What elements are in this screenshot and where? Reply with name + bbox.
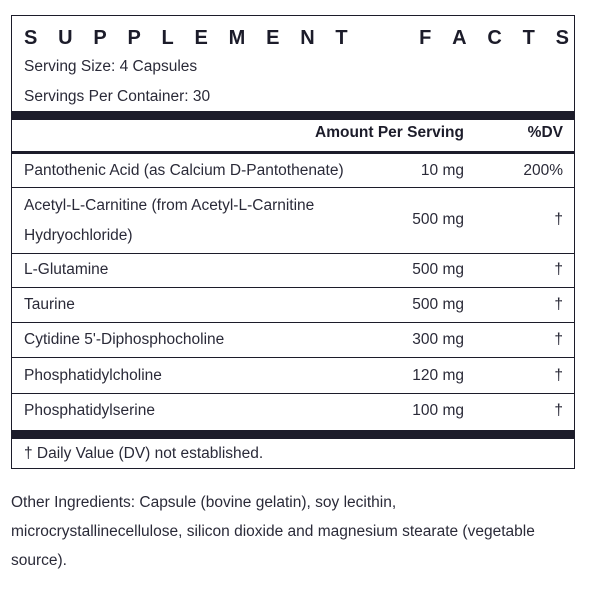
title-letter: S — [24, 27, 38, 49]
ingredient-name-line1: Acetyl-L-Carnitine (from Acetyl-L-Carnitine — [24, 197, 315, 214]
ingredient-dv: † — [554, 261, 563, 278]
panel-title — [24, 26, 569, 50]
title-letter: T — [522, 27, 535, 49]
other-ingredients — [11, 488, 586, 575]
ingredient-amount: 10 mg — [420, 162, 464, 179]
ingredient-amount: 120 mg — [412, 367, 464, 384]
title-letter: E — [194, 27, 208, 49]
ingredient-amount: 100 mg — [412, 402, 464, 419]
ingredient-name: Phosphatidylcholine — [24, 367, 162, 384]
table-row — [12, 154, 574, 187]
title-letter: S — [555, 27, 569, 49]
title-letter: P — [93, 27, 107, 49]
table-row — [12, 253, 574, 288]
ingredient-dv: † — [554, 402, 563, 419]
title-letter: L — [161, 27, 174, 49]
title-letter: F — [419, 27, 432, 49]
title-letter: A — [452, 27, 467, 49]
dv-footnote: † Daily Value (DV) not established. — [24, 445, 264, 462]
table-row — [12, 393, 574, 431]
table-row — [12, 187, 574, 251]
title-letter: C — [487, 27, 502, 49]
ingredient-amount: 300 mg — [412, 331, 464, 348]
title-letter: T — [335, 27, 348, 49]
other-ingredients-line: microcrystallinecellulose, silicon dioxide and magnesium stearate (vegetable — [11, 523, 535, 540]
ingredient-amount: 500 mg — [412, 261, 464, 278]
title-letter: P — [127, 27, 141, 49]
other-ingredients-line: source). — [11, 552, 67, 569]
ingredient-name: L-Glutamine — [24, 261, 109, 278]
ingredient-amount: 500 mg — [412, 211, 464, 228]
ingredient-dv: † — [554, 331, 563, 348]
serving-size: Serving Size: 4 Capsules — [24, 58, 198, 75]
other-ingredients-line: Other Ingredients: Capsule (bovine gelatin), soy lecithin, — [11, 494, 397, 511]
title-letter: M — [228, 27, 246, 49]
ingredient-dv: 200% — [523, 162, 563, 179]
ingredient-dv: † — [554, 367, 563, 384]
table-row — [12, 357, 574, 394]
ingredient-name-line2: Hydryochloride) — [24, 227, 133, 244]
table-row — [12, 322, 574, 358]
ingredient-name: Phosphatidylserine — [24, 402, 155, 419]
thick-divider — [12, 111, 574, 120]
ingredient-name: Pantothenic Acid (as Calcium D-Pantothenate) — [24, 162, 344, 179]
title-word-gap — [368, 26, 398, 50]
servings-per-container: Servings Per Container: 30 — [24, 88, 211, 105]
ingredient-name: Cytidine 5'-Diphosphocholine — [24, 331, 225, 348]
title-letter: E — [266, 27, 280, 49]
ingredient-dv: † — [554, 211, 563, 228]
ingredient-amount: 500 mg — [412, 296, 464, 313]
title-letter: N — [300, 27, 315, 49]
thick-divider — [12, 430, 574, 439]
dv-header: %DV — [527, 124, 563, 141]
ingredient-dv: † — [554, 296, 563, 313]
table-row — [12, 287, 574, 323]
amount-per-serving-header: Amount Per Serving — [315, 124, 464, 141]
supplement-facts-panel — [11, 15, 575, 469]
title-letter: U — [58, 27, 73, 49]
ingredient-name: Taurine — [24, 296, 75, 313]
